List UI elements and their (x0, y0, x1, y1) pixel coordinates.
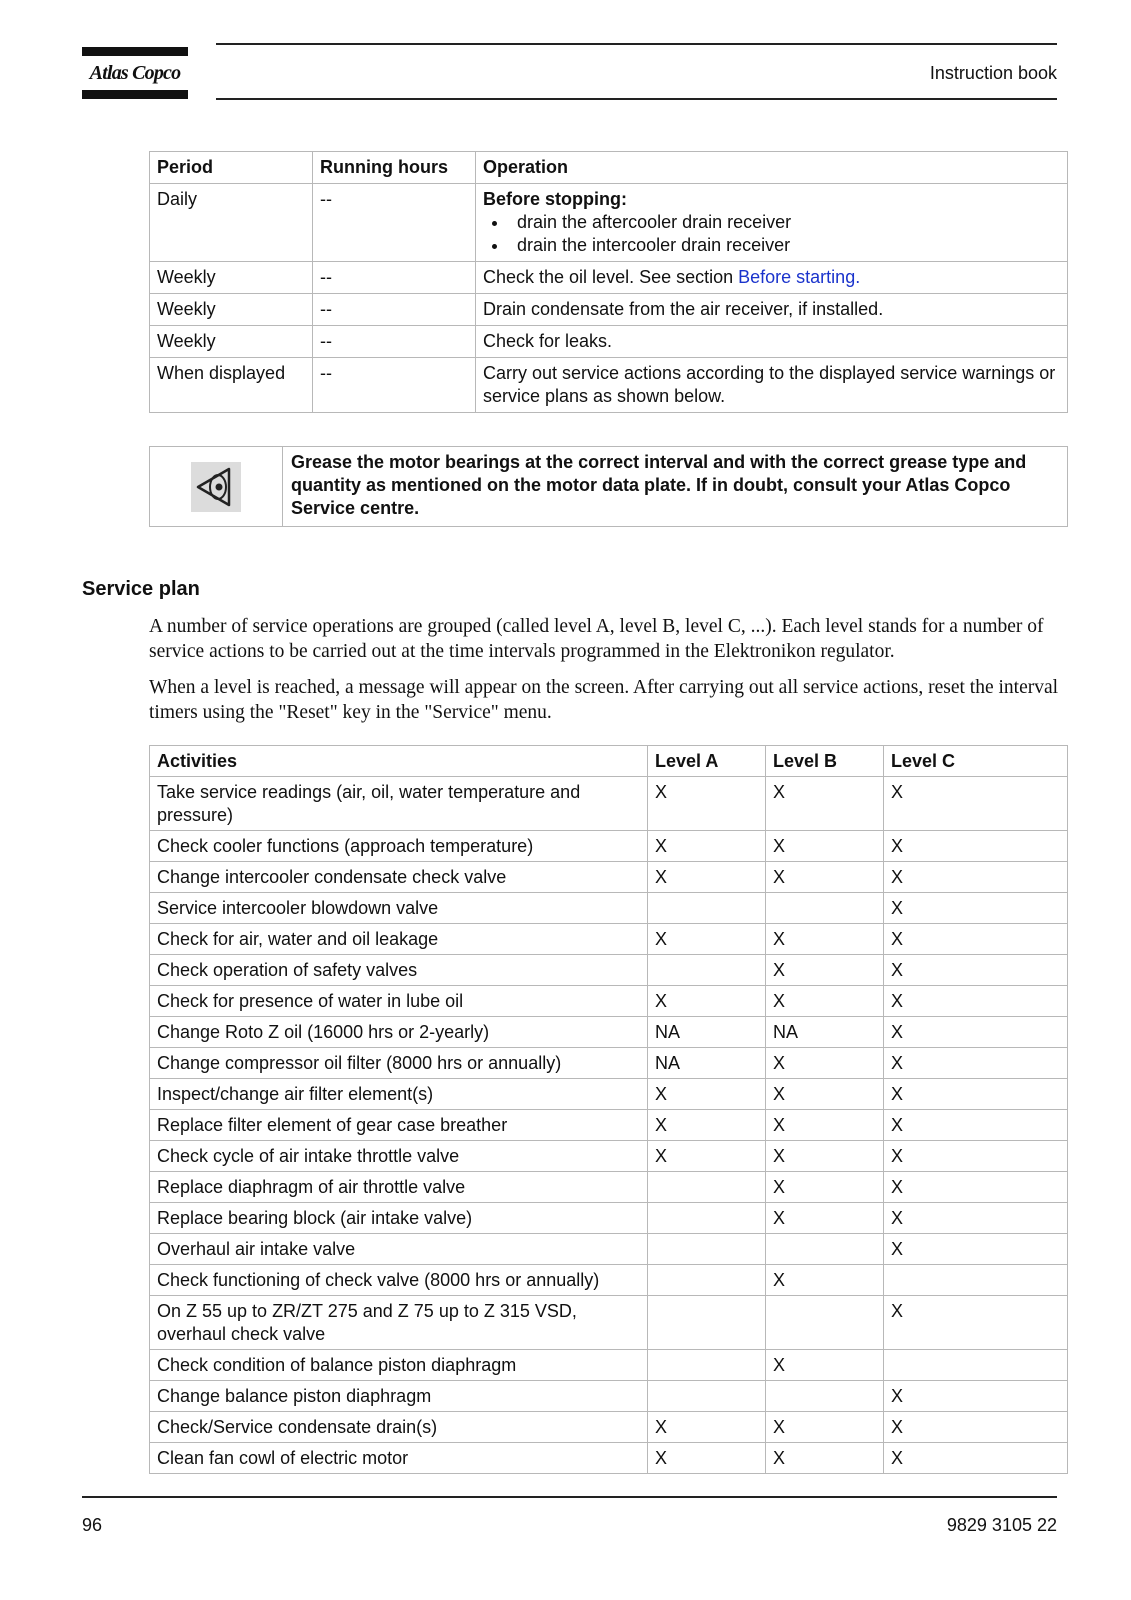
level-b-cell: X (766, 1265, 884, 1296)
activity-cell: Check cycle of air intake throttle valve (150, 1141, 648, 1172)
level-a-cell (648, 893, 766, 924)
table-row (150, 986, 1068, 1017)
level-b-cell: X (766, 1079, 884, 1110)
paragraph: A number of service operations are grouped (called level A, level B, level C, ...). Each level stands for a number of service actions to be carried out at the time intervals programmed in the Elektronikon regulator. (149, 616, 1044, 662)
level-b-cell (766, 1296, 884, 1350)
activity-cell: Check condition of balance piston diaphragm (150, 1350, 648, 1381)
table-row (150, 1381, 1068, 1412)
level-b-cell: X (766, 1203, 884, 1234)
operation-text: Check the oil level. See section (483, 267, 739, 287)
period-cell: Weekly (150, 294, 313, 326)
operation-cell (476, 184, 1068, 262)
level-c-cell: X (884, 1172, 1068, 1203)
level-b-cell: X (766, 1110, 884, 1141)
logo-bar-top (82, 47, 188, 56)
period-cell: When displayed (150, 358, 313, 413)
activity-cell: Change balance piston diaphragm (150, 1381, 648, 1412)
operation-cell: Carry out service actions according to the displayed service warnings or service plans as shown below. (476, 358, 1068, 413)
hours-cell: -- (313, 184, 476, 262)
hours-cell: -- (313, 358, 476, 413)
table-row (150, 1017, 1068, 1048)
table-row (150, 1443, 1068, 1474)
operation-cell (476, 262, 1068, 294)
level-a-cell: X (648, 862, 766, 893)
level-b-cell: X (766, 986, 884, 1017)
level-b-cell: X (766, 862, 884, 893)
activity-cell: Replace filter element of gear case breather (150, 1110, 648, 1141)
level-b-cell: X (766, 777, 884, 831)
level-c-cell: X (884, 862, 1068, 893)
table-row (150, 1141, 1068, 1172)
activity-cell: Check operation of safety valves (150, 955, 648, 986)
activity-cell: Check/Service condensate drain(s) (150, 1412, 648, 1443)
maintenance-schedule-table (149, 151, 1068, 413)
level-c-cell: X (884, 1443, 1068, 1474)
activity-cell: Check cooler functions (approach temperature) (150, 831, 648, 862)
grease-note-box (149, 446, 1068, 527)
level-b-cell (766, 893, 884, 924)
level-a-cell: X (648, 986, 766, 1017)
table-row (150, 924, 1068, 955)
logo-bar-bottom (82, 90, 188, 99)
level-c-cell: X (884, 777, 1068, 831)
level-c-cell: X (884, 1234, 1068, 1265)
operation-cell: Check for leaks. (476, 326, 1068, 358)
level-a-cell (648, 1350, 766, 1381)
table-row (150, 1265, 1068, 1296)
level-a-cell: X (648, 1443, 766, 1474)
level-b-cell: X (766, 1141, 884, 1172)
level-b-cell: X (766, 1443, 884, 1474)
level-b-cell: X (766, 1412, 884, 1443)
level-a-cell: X (648, 1141, 766, 1172)
level-a-cell (648, 1234, 766, 1265)
header-rule-bottom (216, 98, 1057, 100)
hours-cell: -- (313, 294, 476, 326)
level-a-cell: X (648, 1110, 766, 1141)
activity-cell: Take service readings (air, oil, water temperature and pressure) (150, 777, 648, 831)
column-header-activities: Activities (150, 746, 648, 777)
level-c-cell: X (884, 1381, 1068, 1412)
level-a-cell: X (648, 924, 766, 955)
page-number: 96 (82, 1515, 103, 1535)
section-heading: Service plan (82, 578, 200, 600)
level-c-cell: X (884, 955, 1068, 986)
operation-bullets (483, 211, 1060, 257)
level-c-cell: X (884, 831, 1068, 862)
column-header-level-b: Level B (766, 746, 884, 777)
column-header-level-a: Level A (648, 746, 766, 777)
hours-cell: -- (313, 326, 476, 358)
service-plan-body (150, 777, 1068, 1474)
document-number: 9829 3105 22 (946, 1515, 1057, 1535)
table-row (150, 893, 1068, 924)
table-row (150, 1110, 1068, 1141)
table-row (150, 1296, 1068, 1350)
activity-cell: Clean fan cowl of electric motor (150, 1443, 648, 1474)
activity-cell: Replace diaphragm of air throttle valve (150, 1172, 648, 1203)
activity-cell: Check functioning of check valve (8000 hrs or annually) (150, 1265, 648, 1296)
level-a-cell: NA (648, 1048, 766, 1079)
activity-cell: On Z 55 up to ZR/ZT 275 and Z 75 up to Z 315 VSD, overhaul check valve (150, 1296, 648, 1350)
level-c-cell: X (884, 1079, 1068, 1110)
level-c-cell: X (884, 1412, 1068, 1443)
table-row (150, 1172, 1068, 1203)
period-cell: Weekly (150, 262, 313, 294)
activity-cell: Replace bearing block (air intake valve) (150, 1203, 648, 1234)
table-row (150, 1203, 1068, 1234)
table-row (150, 1079, 1068, 1110)
level-c-cell (884, 1350, 1068, 1381)
column-header-running-hours: Running hours (313, 152, 476, 184)
document-title: Instruction book (929, 63, 1057, 83)
level-b-cell: X (766, 1172, 884, 1203)
level-c-cell: X (884, 1110, 1068, 1141)
activity-cell: Change Roto Z oil (16000 hrs or 2-yearly) (150, 1017, 648, 1048)
level-a-cell: X (648, 1412, 766, 1443)
activity-cell: Change compressor oil filter (8000 hrs or annually) (150, 1048, 648, 1079)
level-a-cell: X (648, 777, 766, 831)
list-item: • drain the intercooler drain receiver (509, 234, 1060, 257)
table-row (150, 1048, 1068, 1079)
level-a-cell: X (648, 831, 766, 862)
logo-text: Atlas Copco (89, 62, 181, 84)
level-b-cell: X (766, 955, 884, 986)
footer-rule (82, 1496, 1057, 1498)
activity-cell: Overhaul air intake valve (150, 1234, 648, 1265)
level-b-cell: NA (766, 1017, 884, 1048)
note-icon-cell (150, 447, 283, 527)
table-row (150, 1412, 1068, 1443)
atlas-copco-logo (82, 47, 188, 99)
activity-cell: Check for presence of water in lube oil (150, 986, 648, 1017)
activity-cell: Inspect/change air filter element(s) (150, 1079, 648, 1110)
column-header-level-c: Level C (884, 746, 1068, 777)
table-row (150, 862, 1068, 893)
level-c-cell: X (884, 893, 1068, 924)
paragraph: When a level is reached, a message will appear on the screen. After carrying out all service actions, reset the interval timers using the "Reset" key in the "Service" menu. (149, 677, 1059, 723)
level-a-cell (648, 1296, 766, 1350)
level-c-cell: X (884, 1048, 1068, 1079)
list-item: • drain the aftercooler drain receiver (509, 211, 1060, 234)
table-row (150, 831, 1068, 862)
level-c-cell: X (884, 986, 1068, 1017)
period-cell: Weekly (150, 326, 313, 358)
table-row (150, 777, 1068, 831)
table-row (150, 1350, 1068, 1381)
level-c-cell: X (884, 1141, 1068, 1172)
level-c-cell: X (884, 924, 1068, 955)
table-row (150, 358, 1068, 413)
note-text: Grease the motor bearings at the correct interval and with the correct grease type and quantity as mentioned on the motor data plate. If in doubt, consult your Atlas Copco Service centre. (283, 447, 1068, 527)
table-header-row (150, 152, 1068, 184)
level-c-cell: X (884, 1017, 1068, 1048)
level-c-cell: X (884, 1203, 1068, 1234)
column-header-period: Period (150, 152, 313, 184)
operation-cell: Drain condensate from the air receiver, if installed. (476, 294, 1068, 326)
table-header-row (150, 746, 1068, 777)
period-cell: Daily (150, 184, 313, 262)
header-rule-top (216, 43, 1057, 45)
level-b-cell: X (766, 924, 884, 955)
level-a-cell: NA (648, 1017, 766, 1048)
level-a-cell (648, 1265, 766, 1296)
level-b-cell: X (766, 1048, 884, 1079)
activity-cell: Check for air, water and oil leakage (150, 924, 648, 955)
table-row (150, 184, 1068, 262)
level-c-cell (884, 1265, 1068, 1296)
level-a-cell (648, 1381, 766, 1412)
table-row (150, 294, 1068, 326)
column-header-operation: Operation (476, 152, 1068, 184)
level-b-cell (766, 1381, 884, 1412)
before-starting-link[interactable]: Before starting. (738, 267, 861, 287)
level-a-cell (648, 955, 766, 986)
level-c-cell: X (884, 1296, 1068, 1350)
level-a-cell: X (648, 1079, 766, 1110)
level-a-cell (648, 1203, 766, 1234)
table-row (150, 262, 1068, 294)
level-a-cell (648, 1172, 766, 1203)
activity-cell: Service intercooler blowdown valve (150, 893, 648, 924)
table-row (150, 1234, 1068, 1265)
operation-title: Before stopping: (483, 189, 627, 209)
table-row (150, 326, 1068, 358)
level-b-cell (766, 1234, 884, 1265)
eye-icon (191, 462, 241, 512)
level-b-cell: X (766, 831, 884, 862)
level-b-cell: X (766, 1350, 884, 1381)
activity-cell: Change intercooler condensate check valve (150, 862, 648, 893)
service-plan-table (149, 745, 1068, 1474)
hours-cell: -- (313, 262, 476, 294)
table-row (150, 955, 1068, 986)
